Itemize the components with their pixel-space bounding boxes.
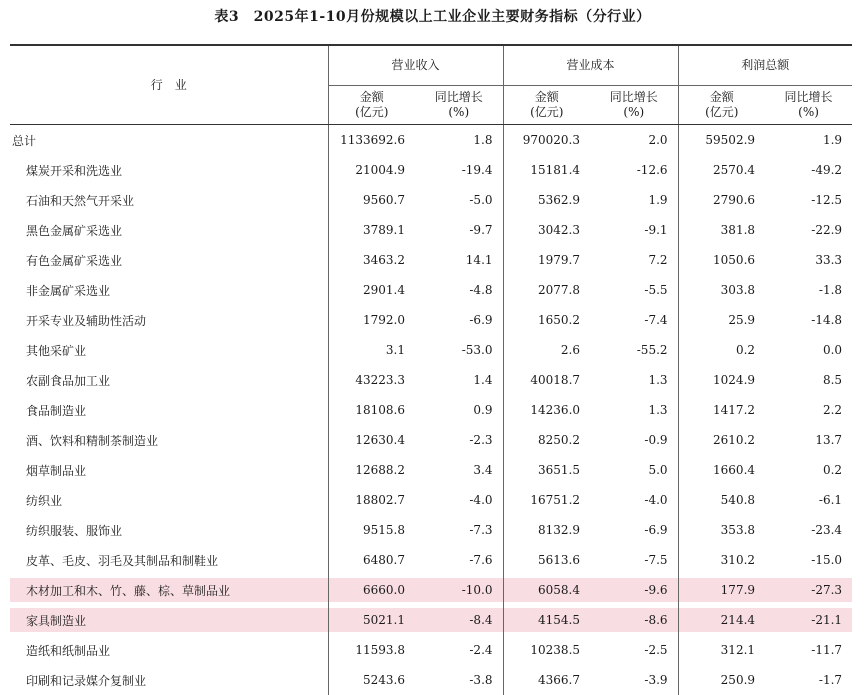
cost-amount: 2.6 xyxy=(503,335,590,365)
revenue-growth: 1.4 xyxy=(415,365,503,395)
revenue-growth: -19.4 xyxy=(415,155,503,185)
cost-growth: -2.5 xyxy=(590,635,678,665)
table-row xyxy=(10,575,852,605)
profit-growth: 33.3 xyxy=(765,245,852,275)
revenue-amount: 5021.1 xyxy=(328,605,415,635)
revenue-growth: -4.8 xyxy=(415,275,503,305)
revenue-amount: 6660.0 xyxy=(328,575,415,605)
profit-amount: 1660.4 xyxy=(678,455,765,485)
industry-name: 印刷和记录媒介复制业 xyxy=(10,665,328,695)
revenue-amount: 3463.2 xyxy=(328,245,415,275)
revenue-group-header: 营业收入 xyxy=(328,45,503,86)
table-row xyxy=(10,455,852,485)
revenue-amount: 12630.4 xyxy=(328,425,415,455)
cost-amount: 1650.2 xyxy=(503,305,590,335)
cost-amount: 1979.7 xyxy=(503,245,590,275)
table-row xyxy=(10,275,852,305)
industry-name: 总计 xyxy=(10,125,328,156)
revenue-growth: -7.6 xyxy=(415,545,503,575)
revenue-growth: -7.3 xyxy=(415,515,503,545)
industry-name: 烟草制品业 xyxy=(10,455,328,485)
profit-amount: 25.9 xyxy=(678,305,765,335)
profit-amount: 310.2 xyxy=(678,545,765,575)
industry-name: 农副食品加工业 xyxy=(10,365,328,395)
table-row xyxy=(10,605,852,635)
profit-growth: -1.8 xyxy=(765,275,852,305)
cost-amount: 6058.4 xyxy=(503,575,590,605)
table-row xyxy=(10,185,852,215)
profit-growth: -12.5 xyxy=(765,185,852,215)
profit-growth: -22.9 xyxy=(765,215,852,245)
growth-header: 同比增长 (%) xyxy=(590,86,678,125)
cost-growth: 7.2 xyxy=(590,245,678,275)
cost-growth: -3.9 xyxy=(590,665,678,695)
industry-name: 造纸和纸制品业 xyxy=(10,635,328,665)
revenue-amount: 12688.2 xyxy=(328,455,415,485)
revenue-amount: 3.1 xyxy=(328,335,415,365)
cost-amount: 4366.7 xyxy=(503,665,590,695)
cost-growth: 1.9 xyxy=(590,185,678,215)
cost-amount: 3651.5 xyxy=(503,455,590,485)
cost-group-header: 营业成本 xyxy=(503,45,678,86)
profit-growth: 0.2 xyxy=(765,455,852,485)
revenue-growth: -8.4 xyxy=(415,605,503,635)
industry-name: 纺织业 xyxy=(10,485,328,515)
revenue-amount: 21004.9 xyxy=(328,155,415,185)
profit-growth: -27.3 xyxy=(765,575,852,605)
cost-growth: -5.5 xyxy=(590,275,678,305)
table-row xyxy=(10,425,852,455)
industry-name: 煤炭开采和洗选业 xyxy=(10,155,328,185)
cost-growth: 1.3 xyxy=(590,365,678,395)
financial-indicators-table xyxy=(10,44,852,695)
profit-growth: -1.7 xyxy=(765,665,852,695)
cost-growth: 1.3 xyxy=(590,395,678,425)
cost-growth: 2.0 xyxy=(590,125,678,156)
cost-amount: 970020.3 xyxy=(503,125,590,156)
revenue-amount: 43223.3 xyxy=(328,365,415,395)
table-row xyxy=(10,515,852,545)
industry-name: 食品制造业 xyxy=(10,395,328,425)
revenue-amount: 5243.6 xyxy=(328,665,415,695)
revenue-amount: 1133692.6 xyxy=(328,125,415,156)
profit-growth: -6.1 xyxy=(765,485,852,515)
cost-amount: 8132.9 xyxy=(503,515,590,545)
cost-growth: -8.6 xyxy=(590,605,678,635)
profit-amount: 250.9 xyxy=(678,665,765,695)
cost-growth: -7.5 xyxy=(590,545,678,575)
profit-amount: 59502.9 xyxy=(678,125,765,156)
profit-amount: 2790.6 xyxy=(678,185,765,215)
table-title: 表3 2025年1-10月份规模以上工业企业主要财务指标（分行业） xyxy=(0,6,865,26)
revenue-growth: 1.8 xyxy=(415,125,503,156)
profit-growth: 8.5 xyxy=(765,365,852,395)
cost-amount: 5613.6 xyxy=(503,545,590,575)
cost-amount: 3042.3 xyxy=(503,215,590,245)
revenue-amount: 2901.4 xyxy=(328,275,415,305)
profit-group-header: 利润总额 xyxy=(678,45,852,86)
profit-amount: 0.2 xyxy=(678,335,765,365)
table-header xyxy=(10,45,852,125)
growth-header: 同比增长 (%) xyxy=(765,86,852,125)
industry-name: 石油和天然气开采业 xyxy=(10,185,328,215)
cost-amount: 2077.8 xyxy=(503,275,590,305)
table-row xyxy=(10,155,852,185)
cost-growth: -9.6 xyxy=(590,575,678,605)
revenue-growth: -2.3 xyxy=(415,425,503,455)
industry-name: 家具制造业 xyxy=(10,605,328,635)
revenue-growth: 0.9 xyxy=(415,395,503,425)
cost-growth: -7.4 xyxy=(590,305,678,335)
industry-name: 皮革、毛皮、羽毛及其制品和制鞋业 xyxy=(10,545,328,575)
cost-growth: -55.2 xyxy=(590,335,678,365)
profit-amount: 1050.6 xyxy=(678,245,765,275)
profit-growth: 1.9 xyxy=(765,125,852,156)
cost-amount: 5362.9 xyxy=(503,185,590,215)
table-row xyxy=(10,395,852,425)
table-body xyxy=(10,125,852,695)
revenue-growth: -6.9 xyxy=(415,305,503,335)
cost-amount: 10238.5 xyxy=(503,635,590,665)
table-row xyxy=(10,635,852,665)
profit-amount: 1024.9 xyxy=(678,365,765,395)
profit-amount: 353.8 xyxy=(678,515,765,545)
industry-name: 其他采矿业 xyxy=(10,335,328,365)
profit-amount: 540.8 xyxy=(678,485,765,515)
table-row xyxy=(10,485,852,515)
table-row xyxy=(10,305,852,335)
profit-growth: -21.1 xyxy=(765,605,852,635)
cost-amount: 8250.2 xyxy=(503,425,590,455)
revenue-amount: 3789.1 xyxy=(328,215,415,245)
profit-amount: 381.8 xyxy=(678,215,765,245)
table-row xyxy=(10,215,852,245)
revenue-growth: -53.0 xyxy=(415,335,503,365)
revenue-amount: 18802.7 xyxy=(328,485,415,515)
revenue-amount: 6480.7 xyxy=(328,545,415,575)
revenue-growth: -10.0 xyxy=(415,575,503,605)
revenue-growth: -3.8 xyxy=(415,665,503,695)
profit-growth: -15.0 xyxy=(765,545,852,575)
profit-amount: 303.8 xyxy=(678,275,765,305)
amount-header: 金额 (亿元) xyxy=(678,86,765,125)
industry-name: 黑色金属矿采选业 xyxy=(10,215,328,245)
table-row xyxy=(10,665,852,695)
table-row xyxy=(10,245,852,275)
table-row xyxy=(10,335,852,365)
table-row xyxy=(10,365,852,395)
revenue-amount: 9560.7 xyxy=(328,185,415,215)
revenue-growth: 14.1 xyxy=(415,245,503,275)
profit-growth: -49.2 xyxy=(765,155,852,185)
amount-header: 金额 (亿元) xyxy=(503,86,590,125)
cost-growth: -9.1 xyxy=(590,215,678,245)
profit-growth: 0.0 xyxy=(765,335,852,365)
industry-name: 酒、饮料和精制茶制造业 xyxy=(10,425,328,455)
table-row xyxy=(10,545,852,575)
table-row xyxy=(10,125,852,156)
revenue-amount: 11593.8 xyxy=(328,635,415,665)
cost-amount: 16751.2 xyxy=(503,485,590,515)
profit-growth: -23.4 xyxy=(765,515,852,545)
industry-name: 纺织服装、服饰业 xyxy=(10,515,328,545)
revenue-amount: 9515.8 xyxy=(328,515,415,545)
profit-growth: -11.7 xyxy=(765,635,852,665)
cost-amount: 40018.7 xyxy=(503,365,590,395)
amount-header: 金额 (亿元) xyxy=(328,86,415,125)
profit-amount: 312.1 xyxy=(678,635,765,665)
profit-amount: 2610.2 xyxy=(678,425,765,455)
cost-growth: -0.9 xyxy=(590,425,678,455)
profit-amount: 177.9 xyxy=(678,575,765,605)
industry-name: 木材加工和木、竹、藤、棕、草制品业 xyxy=(10,575,328,605)
industry-name: 有色金属矿采选业 xyxy=(10,245,328,275)
cost-amount: 4154.5 xyxy=(503,605,590,635)
cost-growth: -12.6 xyxy=(590,155,678,185)
growth-header: 同比增长 (%) xyxy=(415,86,503,125)
revenue-amount: 1792.0 xyxy=(328,305,415,335)
industry-column-header: 行 业 xyxy=(10,45,328,125)
cost-growth: 5.0 xyxy=(590,455,678,485)
industry-name: 非金属矿采选业 xyxy=(10,275,328,305)
revenue-growth: -4.0 xyxy=(415,485,503,515)
profit-growth: 13.7 xyxy=(765,425,852,455)
profit-growth: -14.8 xyxy=(765,305,852,335)
revenue-growth: -2.4 xyxy=(415,635,503,665)
revenue-growth: 3.4 xyxy=(415,455,503,485)
cost-amount: 14236.0 xyxy=(503,395,590,425)
profit-amount: 214.4 xyxy=(678,605,765,635)
revenue-amount: 18108.6 xyxy=(328,395,415,425)
industry-name: 开采专业及辅助性活动 xyxy=(10,305,328,335)
profit-amount: 1417.2 xyxy=(678,395,765,425)
profit-amount: 2570.4 xyxy=(678,155,765,185)
revenue-growth: -5.0 xyxy=(415,185,503,215)
cost-amount: 15181.4 xyxy=(503,155,590,185)
profit-growth: 2.2 xyxy=(765,395,852,425)
cost-growth: -4.0 xyxy=(590,485,678,515)
revenue-growth: -9.7 xyxy=(415,215,503,245)
cost-growth: -6.9 xyxy=(590,515,678,545)
